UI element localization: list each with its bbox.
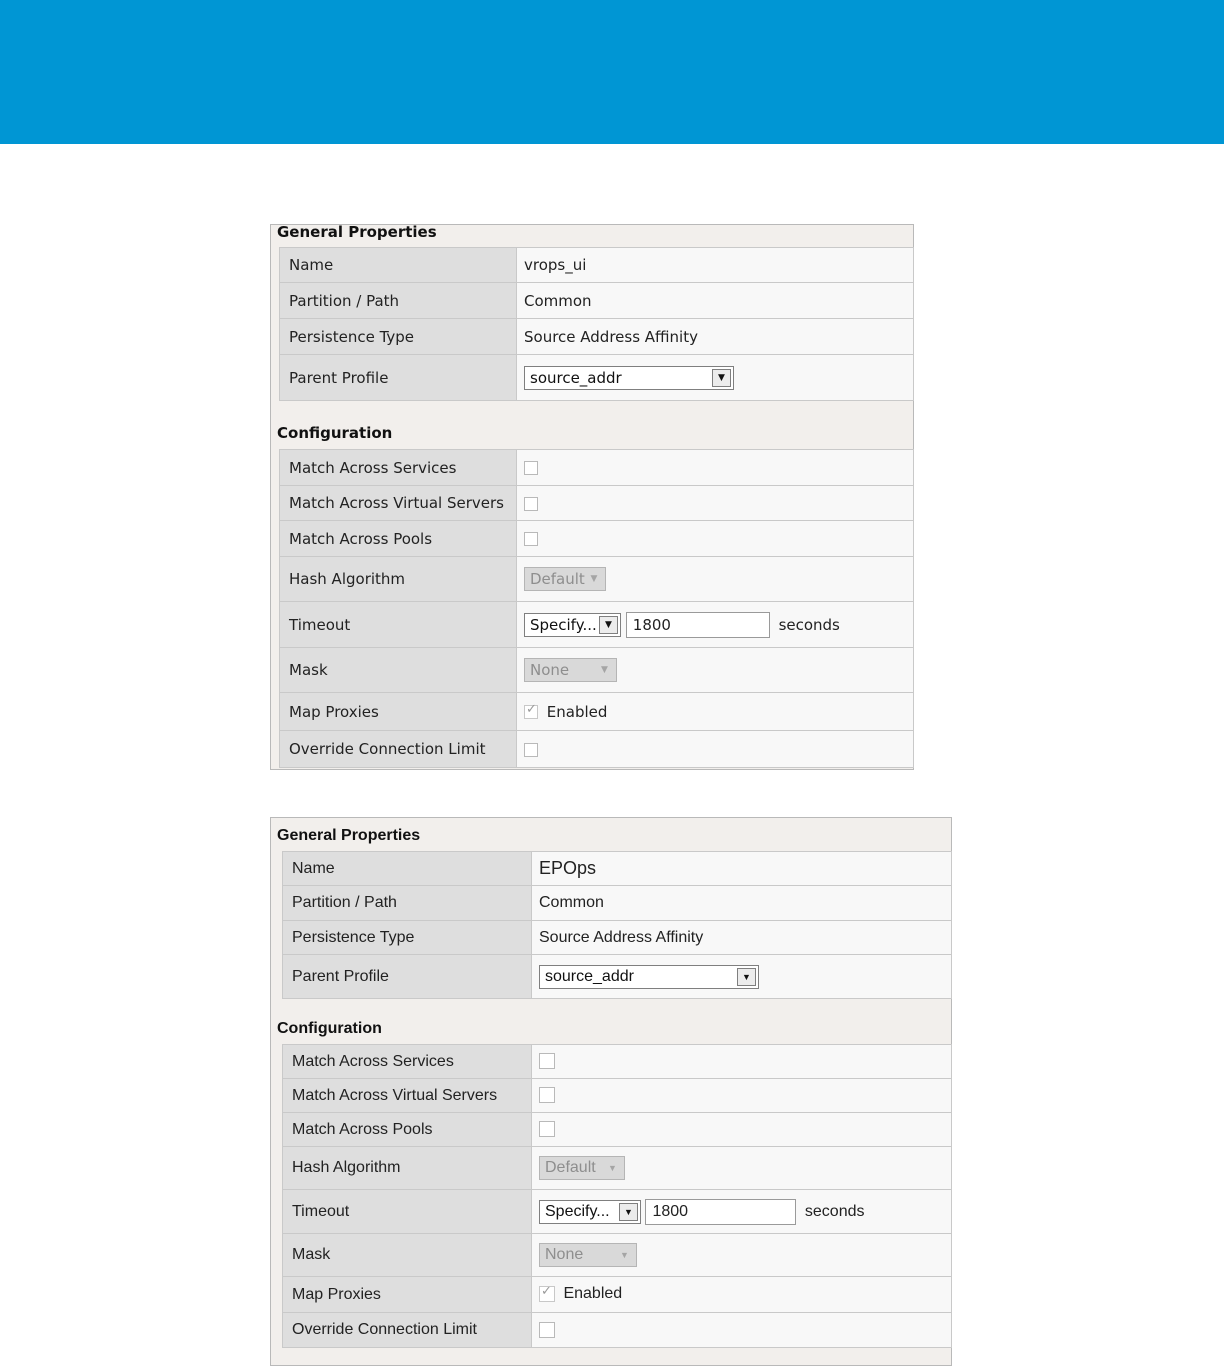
chevron-down-icon: ▼	[620, 1250, 629, 1260]
persistence-profile-panel-epops	[270, 817, 952, 1366]
timeout-label: Timeout	[280, 602, 517, 648]
match-virtual-checkbox[interactable]	[539, 1087, 555, 1103]
mask-label: Mask	[280, 648, 517, 693]
map-proxies-status: Enabled	[546, 702, 608, 721]
partition-value: Common	[532, 886, 952, 921]
match-pools-checkbox[interactable]	[524, 532, 538, 546]
chevron-down-icon: ▼	[599, 616, 618, 634]
match-services-label: Match Across Services	[283, 1045, 532, 1079]
row-override-limit	[283, 1313, 952, 1348]
name-label: Name	[280, 248, 517, 283]
name-value: vrops_ui	[517, 248, 914, 283]
hash-algorithm-label: Hash Algorithm	[283, 1147, 532, 1190]
timeout-label: Timeout	[283, 1190, 532, 1234]
persistence-profile-panel-vrops	[270, 224, 914, 770]
chevron-down-icon: ▼	[608, 1163, 617, 1173]
map-proxies-label: Map Proxies	[280, 693, 517, 731]
row-name	[283, 852, 952, 886]
chevron-down-icon: ▼	[590, 574, 598, 584]
parent-profile-label: Parent Profile	[280, 355, 517, 401]
configuration-table	[282, 1044, 952, 1348]
parent-profile-select[interactable]: source_addr ▼	[524, 366, 734, 390]
persistence-type-label: Persistence Type	[280, 319, 517, 355]
override-limit-checkbox[interactable]	[524, 743, 538, 757]
parent-profile-label: Parent Profile	[283, 955, 532, 999]
general-properties-heading: General Properties	[277, 827, 421, 844]
override-limit-checkbox[interactable]	[539, 1322, 555, 1338]
match-services-checkbox[interactable]	[524, 461, 538, 475]
row-hash-algorithm	[283, 1147, 952, 1190]
match-virtual-label: Match Across Virtual Servers	[280, 486, 517, 521]
row-persistence-type	[280, 319, 914, 355]
map-proxies-checkbox	[539, 1283, 555, 1302]
row-name	[280, 248, 914, 283]
partition-value: Common	[517, 283, 914, 319]
chevron-down-icon: ▼	[601, 665, 608, 675]
persistence-type-value: Source Address Affinity	[532, 921, 952, 955]
row-partition	[283, 886, 952, 921]
row-match-services	[283, 1045, 952, 1079]
row-override-limit	[280, 731, 914, 768]
row-mask	[283, 1234, 952, 1277]
map-proxies-label: Map Proxies	[283, 1277, 532, 1313]
row-mask	[280, 648, 914, 693]
match-pools-label: Match Across Pools	[283, 1113, 532, 1147]
hash-algorithm-label: Hash Algorithm	[280, 557, 517, 602]
general-properties-table	[282, 851, 952, 999]
row-partition	[280, 283, 914, 319]
checkmark-icon: ✓	[526, 701, 537, 717]
row-persistence-type	[283, 921, 952, 955]
hash-algorithm-select: Default ▼	[539, 1156, 625, 1180]
mask-select: None ▼	[524, 658, 617, 682]
row-match-virtual	[283, 1079, 952, 1113]
general-properties-table	[279, 247, 914, 401]
mask-label: Mask	[283, 1234, 532, 1277]
configuration-heading: Configuration	[277, 424, 393, 442]
parent-profile-select[interactable]: source_addr ▼	[539, 965, 759, 989]
partition-label: Partition / Path	[280, 283, 517, 319]
timeout-mode-select[interactable]: Specify... ▼	[539, 1200, 641, 1224]
row-parent-profile	[280, 355, 914, 401]
row-match-services	[280, 450, 914, 486]
name-value: EPOps	[532, 852, 952, 886]
name-label: Name	[283, 852, 532, 886]
general-properties-heading: General Properties	[277, 223, 437, 241]
persistence-type-label: Persistence Type	[283, 921, 532, 955]
override-limit-label: Override Connection Limit	[280, 731, 517, 768]
row-parent-profile	[283, 955, 952, 999]
map-proxies-status: Enabled	[563, 1285, 623, 1303]
row-timeout	[280, 602, 914, 648]
row-timeout	[283, 1190, 952, 1234]
chevron-down-icon: ▼	[712, 369, 731, 387]
timeout-unit: seconds	[804, 1202, 865, 1220]
timeout-mode-select[interactable]: Specify... ▼	[524, 613, 621, 637]
checkmark-icon: ✓	[541, 1283, 552, 1299]
row-map-proxies	[280, 693, 914, 731]
mask-select: None ▼	[539, 1243, 637, 1267]
chevron-down-icon: ▼	[619, 1203, 638, 1221]
row-match-virtual	[280, 486, 914, 521]
match-services-label: Match Across Services	[280, 450, 517, 486]
timeout-input[interactable]: 1800	[626, 612, 770, 638]
configuration-heading: Configuration	[277, 1020, 382, 1037]
match-pools-label: Match Across Pools	[280, 521, 517, 557]
match-virtual-label: Match Across Virtual Servers	[283, 1079, 532, 1113]
chevron-down-icon: ▼	[737, 968, 756, 986]
match-services-checkbox[interactable]	[539, 1053, 555, 1069]
timeout-unit: seconds	[778, 615, 840, 634]
configuration-table	[279, 449, 914, 768]
row-hash-algorithm	[280, 557, 914, 602]
hash-algorithm-select: Default ▼	[524, 567, 606, 591]
timeout-input[interactable]: 1800	[645, 1199, 796, 1225]
top-banner	[0, 0, 1224, 144]
override-limit-label: Override Connection Limit	[283, 1313, 532, 1348]
match-virtual-checkbox[interactable]	[524, 497, 538, 511]
map-proxies-checkbox	[524, 701, 538, 719]
row-map-proxies	[283, 1277, 952, 1313]
match-pools-checkbox[interactable]	[539, 1121, 555, 1137]
persistence-type-value: Source Address Affinity	[517, 319, 914, 355]
row-match-pools	[280, 521, 914, 557]
partition-label: Partition / Path	[283, 886, 532, 921]
row-match-pools	[283, 1113, 952, 1147]
